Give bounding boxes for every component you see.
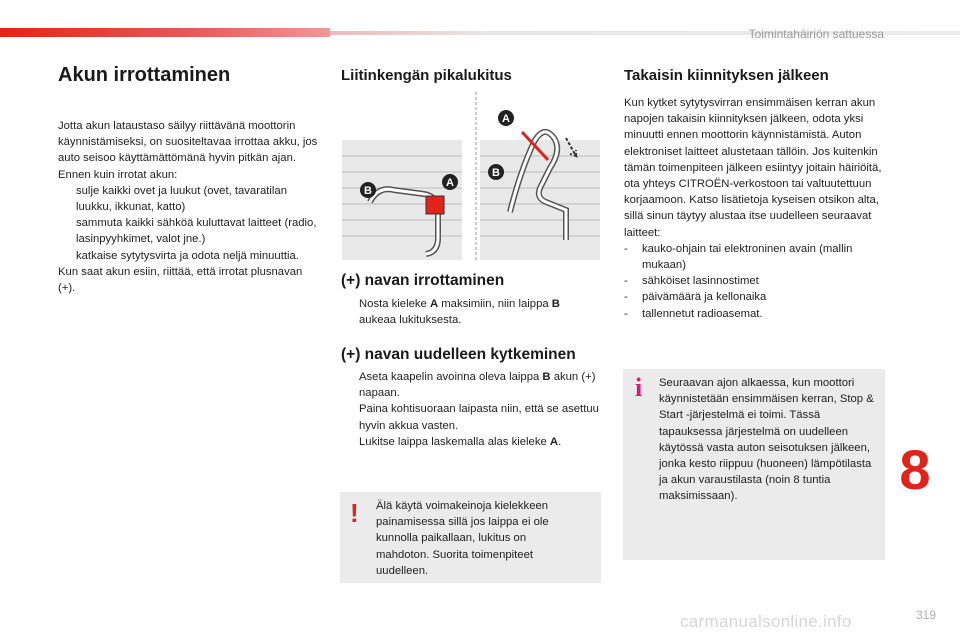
chapter-number: 8 bbox=[899, 438, 931, 501]
list-item: Lukitse laippa laskemalla alas kieleke A. bbox=[341, 434, 599, 450]
info-box bbox=[623, 369, 885, 560]
fig-label-b: B bbox=[364, 185, 372, 197]
list-item: - kauko-ohjain tai elektroninen avain (mallin mukaan) bbox=[624, 242, 853, 272]
accent-bar-red bbox=[0, 28, 330, 37]
bullet-marker bbox=[58, 215, 76, 247]
bullet-marker bbox=[341, 434, 359, 450]
after-text: Kun saat akun esiin, riittää, että irrotat plusnavan (+). bbox=[58, 265, 303, 295]
page-title: Akun irrottaminen bbox=[58, 64, 231, 86]
quick-lock-title: Liitinkengän pikalukitus bbox=[341, 67, 512, 84]
terminal-clamp-illustration bbox=[340, 92, 602, 262]
warning-icon: ! bbox=[350, 498, 359, 528]
right-body bbox=[624, 95, 884, 322]
list-item: Paina kohtisuoraan laipasta niin, että se asettuu hyvin akkua vasten. bbox=[341, 401, 599, 433]
reconnect-title: (+) navan uudelleen kytkeminen bbox=[341, 346, 576, 363]
list-item: sammuta kaikki sähköä kuluttavat laitteet (radio, lasinpyyhkimet, valot jne.) bbox=[58, 215, 320, 247]
left-body bbox=[58, 118, 320, 296]
reconnect-body bbox=[341, 369, 599, 450]
bullet-marker bbox=[341, 296, 359, 328]
right-paragraph: Kun kytket sytytysvirran ensimmäisen kerran akun napojen takaisin kiinnityksen jälkeen, odota yksi minuutti ennen moottorin käynnistämistä. Auton elektroniset laitteet alustetaan tällöin. Jos kuitenkin tämän toimenpiteen jälkeen esiintyy joitain häiriöitä, ota yhteys CITROËN-verkostoon tai valtuutettuun korjaamoon. Katso lisätietoja kyseisen otsikon alta, sillä sinun täytyy alustaa itse uudelleen seuraavat laitteet: bbox=[624, 97, 882, 239]
watermark: carmanualsonline.info bbox=[680, 612, 852, 631]
list-item: sulje kaikki ovet ja luukut (ovet, tavaratilan luukku, ikkunat, katto) bbox=[58, 183, 320, 215]
fig-label-b-2: B bbox=[492, 167, 500, 179]
fig-label-a-2: A bbox=[502, 113, 510, 125]
intro-text: Jotta akun lataustaso säilyy riittävänä moottorin käynnistämiseksi, on suositeltavaa irrottaa akku, jos auto seisoo käyttämättömänä hyvin pitkän ajan. bbox=[58, 120, 318, 165]
warning-text: Älä käytä voimakeinoja kielekkeen painamisessa sillä jos laippa ei ole kunnolla paikallaan, lukitus on mahdoton. Suorita toimenpiteet uudelleen. bbox=[376, 500, 549, 577]
page-number: 319 bbox=[915, 608, 936, 622]
bullet-marker bbox=[341, 401, 359, 433]
info-icon: i bbox=[635, 373, 643, 402]
list-item: - tallennetut radioasemat. bbox=[624, 307, 763, 320]
list-item: - sähköiset lasinnostimet bbox=[624, 275, 759, 288]
after-reconnect-title: Takaisin kiinnityksen jälkeen bbox=[624, 67, 829, 84]
list-item: katkaise sytytysvirta ja odota neljä minuuttia. bbox=[58, 248, 320, 264]
bullet-marker bbox=[341, 369, 359, 401]
section-title: Toimintahäiriön sattuessa bbox=[748, 27, 884, 41]
fig-label-a: A bbox=[446, 177, 454, 189]
list-item: Nosta kieleke A maksimiin, niin laippa B aukeaa lukituksesta. bbox=[341, 296, 599, 328]
list-item: Aseta kaapelin avoinna oleva laippa B akun (+) napaan. bbox=[341, 369, 599, 401]
disconnect-title: (+) navan irrottaminen bbox=[341, 272, 505, 289]
list-item: - päivämäärä ja kellonaika bbox=[624, 291, 767, 304]
disconnect-body bbox=[341, 296, 599, 328]
bullet-marker bbox=[58, 183, 76, 215]
bullet-marker bbox=[58, 248, 76, 264]
warning-box bbox=[340, 492, 601, 583]
info-text: Seuraavan ajon alkaessa, kun moottori käynnistetään ensimmäisen kerran, Stop & Start -järjestelmä ei toimi. Tässä tapauksessa järjestelmä on uudelleen käytössä vasta auton seisotuksen jälkeen, jonka kesto riippuu (huoneen) lämpötilasta ja akun varaustilasta (noin 8 tuntia maksimissaan). bbox=[659, 377, 874, 503]
before-text: Ennen kuin irrotat akun: bbox=[58, 168, 178, 181]
